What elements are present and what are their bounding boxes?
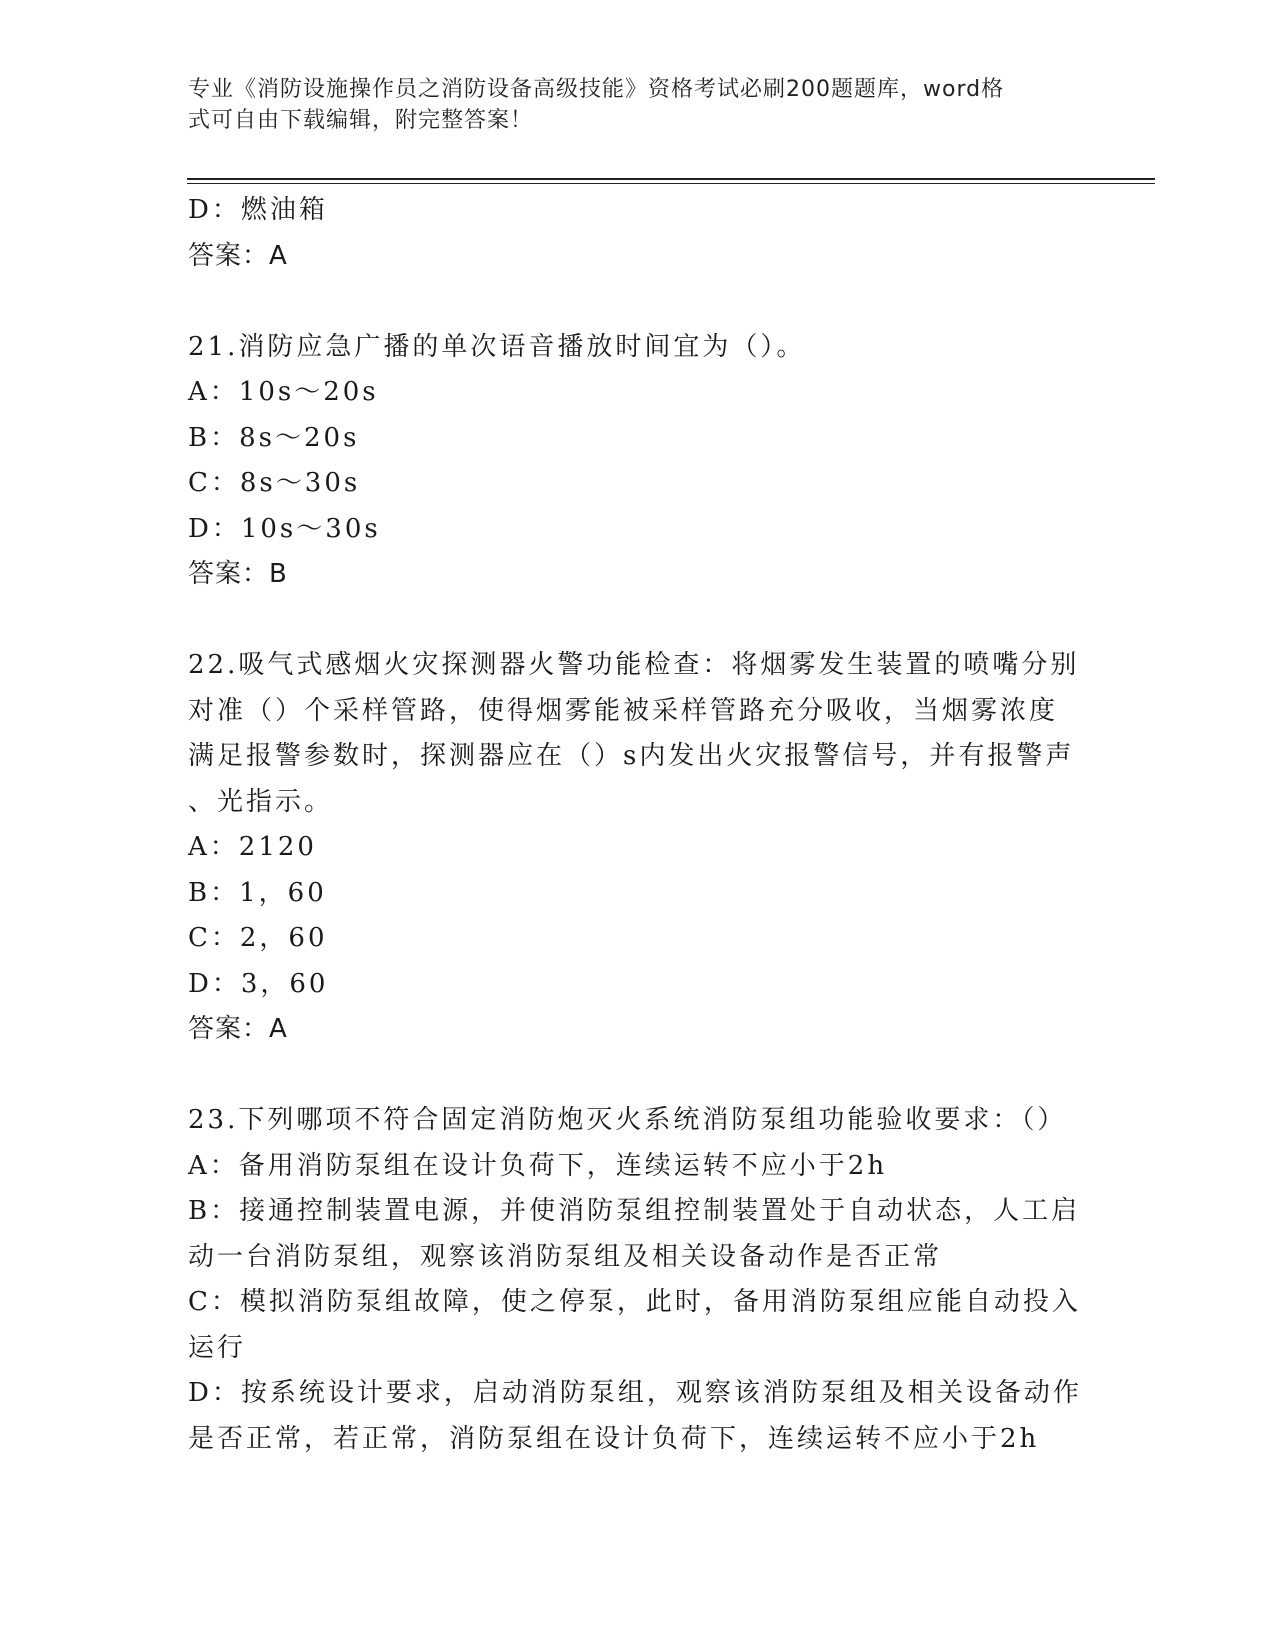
option-b: B：1，60 xyxy=(188,877,327,908)
spacer xyxy=(188,598,1088,644)
question-stem-line-1: 22.吸气式感烟火灾探测器火警功能检查：将烟雾发生装置的喷嘴分别 xyxy=(188,650,1080,680)
answer-label: 答案：A xyxy=(188,1014,288,1044)
option-d: D：燃油箱 xyxy=(188,195,328,225)
question-22 xyxy=(188,643,1088,1053)
question-20-tail xyxy=(188,188,1088,279)
option-c-line-1: C：模拟消防泵组故障，使之停泵，此时，备用消防泵组应能自动投入 xyxy=(188,1287,1081,1317)
option-d-line-2: 是否正常，若正常，消防泵组在设计负荷下，连续运转不应小于2h xyxy=(188,1423,1040,1454)
option-c: C：2，60 xyxy=(188,923,328,953)
option-b-line-1: B：接通控制装置电源，并使消防泵组控制装置处于自动状态，人工启 xyxy=(188,1196,1081,1226)
header-line-1: 专业《消防设施操作员之消防设备高级技能》资格考试必刷200题题库，word格 xyxy=(188,77,1005,102)
option-c: C：8s～30s xyxy=(188,468,361,498)
question-21 xyxy=(188,325,1088,598)
option-d: D：3，60 xyxy=(188,968,329,999)
option-a: A：2120 xyxy=(188,832,317,862)
option-d: D：10s～30s xyxy=(188,513,381,544)
question-stem: 23.下列哪项不符合固定消防炮灭火系统消防泵组功能验收要求：（） xyxy=(188,1105,1067,1135)
spacer xyxy=(188,1053,1088,1099)
spacer xyxy=(188,279,1088,325)
question-stem: 21.消防应急广播的单次语音播放时间宜为（）。 xyxy=(188,331,806,362)
header-divider-thick xyxy=(187,178,1155,180)
question-stem-line-2: 对准（）个采样管路，使得烟雾能被采样管路充分吸收，当烟雾浓度 xyxy=(188,695,1059,726)
document-header xyxy=(188,74,1068,136)
answer-label: 答案：B xyxy=(188,559,288,589)
question-23 xyxy=(188,1098,1088,1462)
question-stem-line-4: 、光指示。 xyxy=(188,786,334,817)
question-stem-line-3: 满足报警参数时，探测器应在（）s内发出火灾报警信号，并有报警声 xyxy=(188,741,1075,771)
option-a: A：备用消防泵组在设计负荷下，连续运转不应小于2h xyxy=(188,1150,888,1181)
option-c-line-2: 运行 xyxy=(188,1332,247,1363)
option-a: A：10s～20s xyxy=(188,377,379,407)
answer-label: 答案：A xyxy=(188,240,288,271)
header-line-2: 式可自由下载编辑，附完整答案！ xyxy=(188,108,534,133)
option-b-line-2: 动一台消防泵组，观察该消防泵组及相关设备动作是否正常 xyxy=(188,1241,943,1272)
question-list xyxy=(188,188,1088,1462)
option-d-line-1: D：按系统设计要求，启动消防泵组，观察该消防泵组及相关设备动作 xyxy=(188,1378,1082,1408)
option-b: B：8s～20s xyxy=(188,422,360,453)
header-divider-thin xyxy=(187,183,1155,184)
